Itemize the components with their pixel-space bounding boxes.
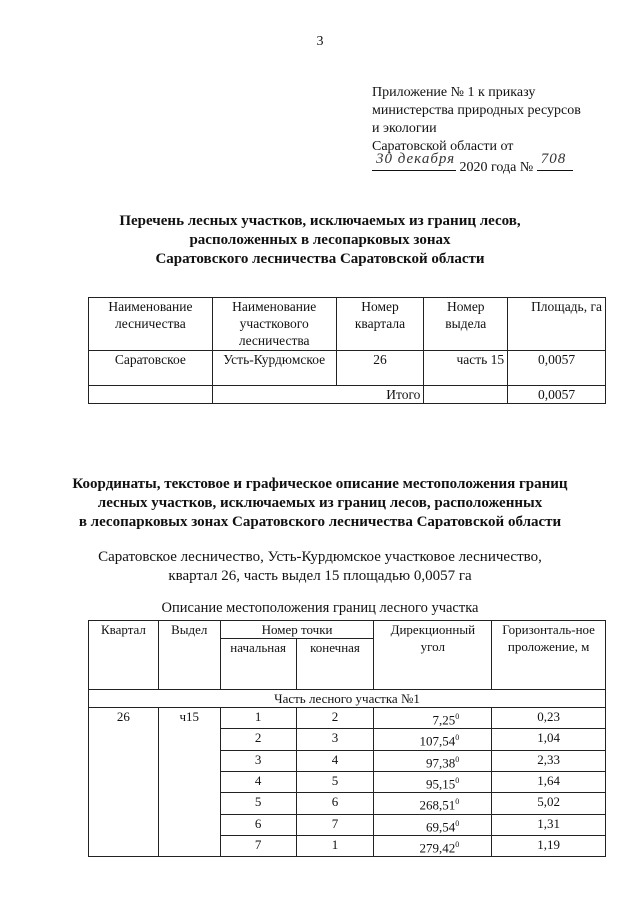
angle-value: 268,51 [419, 797, 456, 813]
degree-mark: 0 [455, 797, 460, 807]
header-point-number: Номер точки [220, 621, 374, 639]
header-district-forestry: Наименование участкового лесничества [212, 298, 336, 351]
subtitle-line-1: Саратовское лесничество, Усть-Курдюмское участковое лесничество, [98, 549, 542, 565]
angle-value: 97,38 [425, 754, 456, 770]
appendix-line-3: и экологии [372, 121, 437, 136]
cell-distance: 5,02 [492, 793, 606, 814]
header-quarter: Номер квартала [336, 298, 424, 351]
cell-start-point: 5 [220, 793, 296, 814]
angle-value: 107,54 [419, 733, 456, 749]
cell-end-point: 5 [296, 771, 374, 792]
appendix-line-1: Приложение № 1 к приказу [372, 85, 536, 100]
cell-kvartal: 26 [89, 708, 159, 857]
appendix-line-4: Саратовской области от [372, 139, 514, 154]
header-end-point: конечная [296, 639, 374, 690]
boundary-table [88, 620, 606, 857]
header-kvartal: Квартал [89, 621, 159, 690]
cell-distance: 2,33 [492, 750, 606, 771]
cell-start-point: 4 [220, 771, 296, 792]
cell-end-point: 1 [296, 835, 374, 856]
list-title-line-1: Перечень лесных участков, исключаемых из границ лесов, [119, 213, 521, 229]
appendix-line-2: министерства природных ресурсов [372, 103, 581, 118]
cell-start-point: 6 [220, 814, 296, 835]
cell-quarter: 26 [336, 351, 424, 386]
total-label: Итого [212, 386, 424, 404]
degree-mark: 0 [455, 775, 460, 785]
appendix-block [372, 84, 622, 177]
cell-angle [374, 750, 492, 771]
header-horizontal-distance: Горизонталь-ное проложение, м [492, 621, 606, 690]
list-title-line-2: расположенных в лесопарковых зонах [189, 232, 451, 248]
list-title [0, 212, 640, 269]
degree-mark: 0 [455, 733, 460, 743]
header-allotment: Номер выдела [424, 298, 508, 351]
header-direction-angle: Дирекционный угол [374, 621, 492, 690]
degree-mark: 0 [455, 712, 460, 721]
cell-angle [374, 793, 492, 814]
cell-allotment: часть 15 [424, 351, 508, 386]
cell-start-point: 3 [220, 750, 296, 771]
table-header-row [89, 298, 606, 351]
angle-value: 7,25 [432, 712, 456, 728]
header-start-point: начальная [220, 639, 296, 690]
subtitle-line-2: квартал 26, часть выдел 15 площадью 0,0057 га [168, 568, 472, 584]
total-row [89, 386, 606, 404]
cell-distance: 1,04 [492, 729, 606, 750]
degree-mark: 0 [455, 818, 460, 828]
handwritten-number [537, 151, 573, 171]
degree-mark: 0 [455, 839, 460, 849]
cell-angle [374, 708, 492, 729]
coords-title-line-1: Координаты, текстовое и графическое описание местоположения границ [72, 476, 568, 492]
cell-area: 0,0057 [508, 351, 606, 386]
cell-end-point: 2 [296, 708, 374, 729]
page-number: 3 [316, 34, 324, 49]
cell-vydel: ч15 [158, 708, 220, 857]
appendix-year: 2020 года № [459, 160, 534, 175]
cell-angle [374, 771, 492, 792]
cell-angle [374, 835, 492, 856]
appendix-date-line [372, 151, 622, 177]
coords-body [89, 708, 606, 857]
cell-distance: 1,19 [492, 835, 606, 856]
handwritten-date-text: 30 декабря [376, 151, 456, 167]
cell-start-point: 1 [220, 708, 296, 729]
cell-angle [374, 729, 492, 750]
section-label: Часть лесного участка №1 [89, 690, 606, 708]
coords-title-line-3: в лесопарковых зонах Саратовского лесничества Саратовской области [78, 514, 562, 530]
degree-mark: 0 [455, 754, 460, 764]
section-row [89, 690, 606, 708]
handwritten-number-text: 708 [540, 151, 567, 167]
angle-value: 95,15 [425, 776, 456, 792]
angle-value: 69,54 [425, 818, 456, 834]
coords-title-line-2: лесных участков, исключаемых из границ лесов, расположенных [97, 495, 543, 511]
list-title-line-3: Саратовского лесничества Саратовской области [155, 251, 485, 267]
cell-distance: 1,31 [492, 814, 606, 835]
cell-start-point: 7 [220, 835, 296, 856]
table-caption: Описание местоположения границ лесного участка [161, 600, 479, 616]
table-row [89, 351, 606, 386]
forest-plots-table [88, 297, 606, 404]
cell-end-point: 7 [296, 814, 374, 835]
cell-distance: 0,23 [492, 708, 606, 729]
coords-title [0, 475, 640, 532]
boundary-header-row-1 [89, 621, 606, 639]
table-row [89, 708, 606, 729]
angle-value: 279,42 [419, 840, 456, 856]
cell-end-point: 6 [296, 793, 374, 814]
cell-district-forestry: Усть-Курдюмское [212, 351, 336, 386]
header-forestry: Наименование лесничества [89, 298, 213, 351]
cell-distance: 1,64 [492, 771, 606, 792]
location-subtitle [0, 548, 640, 586]
cell-end-point: 3 [296, 729, 374, 750]
cell-start-point: 2 [220, 729, 296, 750]
cell-angle [374, 814, 492, 835]
header-vydel: Выдел [158, 621, 220, 690]
header-area: Площадь, га [508, 298, 606, 351]
cell-forestry: Саратовское [89, 351, 213, 386]
handwritten-date [372, 151, 456, 171]
cell-end-point: 4 [296, 750, 374, 771]
total-value: 0,0057 [508, 386, 606, 404]
